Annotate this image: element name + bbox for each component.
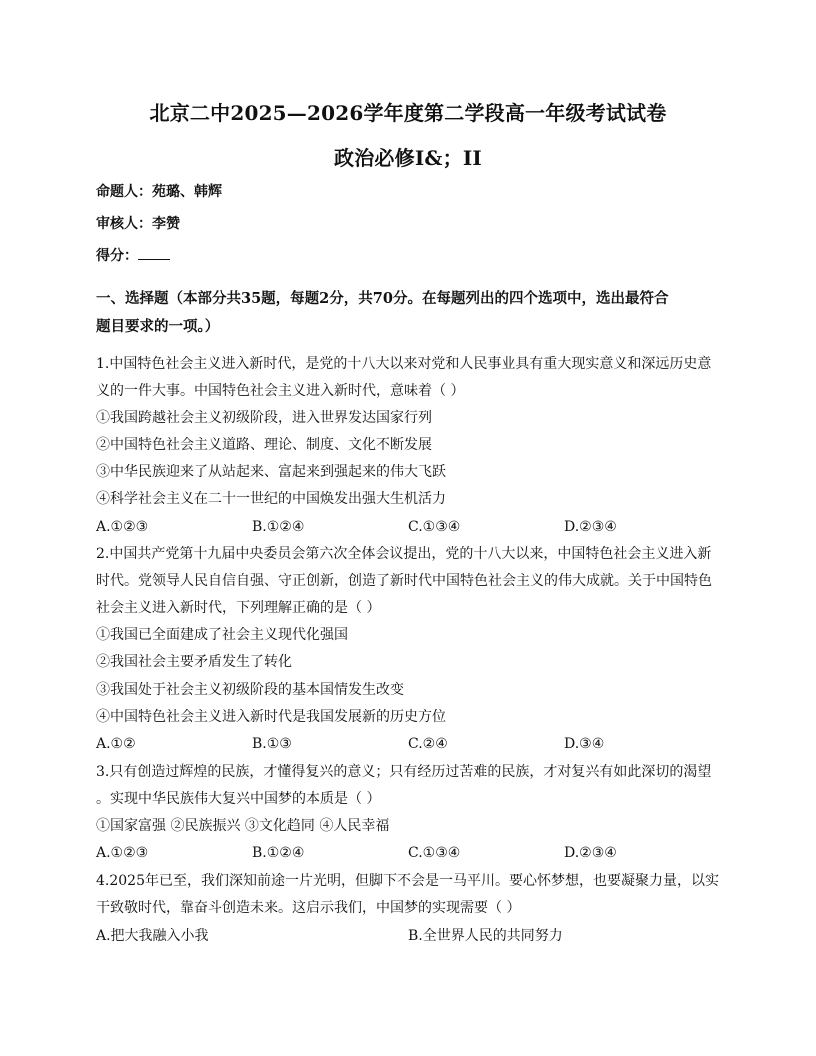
option-d[interactable]: D.③④ xyxy=(564,736,605,752)
question-2-statement: ③我国处于社会主义初级阶段的基本国情发生改变 xyxy=(96,682,404,698)
question-1-statement: ④科学社会主义在二十一世纪的中国焕发出强大生机活力 xyxy=(96,491,446,507)
question-1-stem: 义的一件大事。中国特色社会主义进入新时代，意味着（ ） xyxy=(96,383,465,399)
section-heading xyxy=(96,285,724,341)
section-heading-line: 题目要求的一项。） xyxy=(96,318,220,335)
question-2-statement: ②我国社会主要矛盾发生了转化 xyxy=(96,654,292,670)
option-d[interactable]: D.②③④ xyxy=(564,519,617,535)
option-c[interactable]: C.①③④ xyxy=(408,845,461,861)
author-line: 命题人：苑璐、韩辉 xyxy=(96,184,222,200)
question-2-statement: ④中国特色社会主义进入新时代是我国发展新的历史方位 xyxy=(96,709,446,725)
option-a[interactable]: A.①②③ xyxy=(96,845,149,861)
question-3-options xyxy=(96,843,724,863)
option-a[interactable]: A.①② xyxy=(96,736,136,752)
option-d[interactable]: D.②③④ xyxy=(564,845,617,861)
question-4-stem: 干致敬时代，靠奋斗创造未来。这启示我们，中国梦的实现需要（ ） xyxy=(96,900,521,916)
question-2-options xyxy=(96,734,724,754)
reviewer-line: 审核人：李赞 xyxy=(96,216,180,232)
question-1-options xyxy=(96,517,724,537)
question-2-stem: 时代。党领导人民自信自强、守正创新，创造了新时代中国特色社会主义的伟大成就。关于中国特色 xyxy=(96,573,712,589)
question-2-stem: 2.中国共产党第十九届中央委员会第六次全体会议提出，党的十八大以来，中国特色社会主义进入新 xyxy=(96,546,712,562)
option-a[interactable]: A.把大我融入小我 xyxy=(96,928,209,944)
question-4-options xyxy=(96,926,724,946)
option-c[interactable]: C.①③④ xyxy=(408,519,461,535)
option-a[interactable]: A.①②③ xyxy=(96,519,149,535)
option-b[interactable]: B.①②④ xyxy=(252,519,305,535)
question-4-stem: 4.2025年已至，我们深知前途一片光明，但脚下不会是一马平川。要心怀梦想，也要凝聚力量，以实 xyxy=(96,873,719,889)
exam-title: 北京二中2025—2026学年度第二学段高一年级考试试卷 xyxy=(149,101,667,125)
question-3-stem: 3.只有创造过辉煌的民族，才懂得复兴的意义；只有经历过苦难的民族，才对复兴有如此深切的渴望 xyxy=(96,764,712,780)
score-blank[interactable] xyxy=(138,245,170,260)
section-heading-line: 一、选择题（本部分共35题，每题2分，共70分。在每题列出的四个选项中，选出最符合 xyxy=(96,290,669,307)
option-c[interactable]: C.②④ xyxy=(408,736,448,752)
question-1-statement: ②中国特色社会主义道路、理论、制度、文化不断发展 xyxy=(96,437,432,453)
question-1-statement: ③中华民族迎来了从站起来、富起来到强起来的伟大飞跃 xyxy=(96,464,446,480)
option-b[interactable]: B.①②④ xyxy=(252,845,305,861)
question-3-statement: ①国家富强 ②民族振兴 ③文化趋同 ④人民幸福 xyxy=(96,818,390,834)
question-2-statement: ①我国已全面建成了社会主义现代化强国 xyxy=(96,627,348,643)
option-b[interactable]: B.全世界人民的共同努力 xyxy=(408,928,563,944)
score-line xyxy=(96,245,170,265)
option-b[interactable]: B.①③ xyxy=(252,736,292,752)
question-2-stem: 社会主义进入新时代，下列理解正确的是（ ） xyxy=(96,600,381,616)
exam-subtitle: 政治必修I&；II xyxy=(334,146,482,170)
question-3-stem: 。实现中华民族伟大复兴中国梦的本质是（ ） xyxy=(96,791,381,807)
score-label: 得分： xyxy=(96,248,138,264)
question-1-statement: ①我国跨越社会主义初级阶段，进入世界发达国家行列 xyxy=(96,410,432,426)
question-1-stem: 1.中国特色社会主义进入新时代，是党的十八大以来对党和人民事业具有重大现实意义和深远历史意 xyxy=(96,356,712,372)
